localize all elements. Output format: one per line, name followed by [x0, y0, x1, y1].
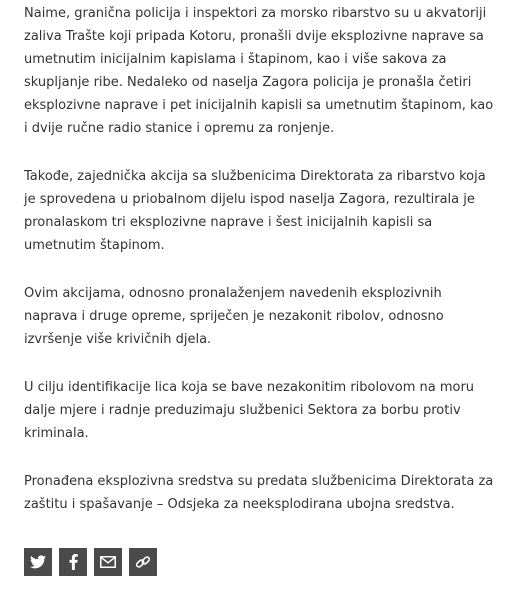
email-icon — [100, 556, 116, 568]
article-paragraph: Pronađena eksplozivna sredstva su predata službenicima Direktorata za zaštitu i spašavanje – Odsjeka za neeksplodirana ubojna sredstva. — [24, 474, 494, 512]
article-paragraph: Naime, granična policija i inspektori za morsko ribarstvo su u akvatoriji zaliva Trašte koji pripada Kotoru, pronašli dvije eksplozivne naprave sa umetnutim inicijalnim kapislama i štapinom, kao i više sakova za skupljanje ribe. Nedaleko od naselja Zagora policija je pronašla četiri eksplozivne naprave i pet inicijalnih kapisli sa umetnutim štapinom, kao i dvije ručne radio stanice i opremu za ronjenje. — [24, 6, 494, 136]
copy-link-button[interactable] — [129, 548, 157, 576]
facebook-icon — [69, 554, 78, 570]
twitter-icon — [30, 555, 46, 569]
twitter-share-button[interactable] — [24, 548, 52, 576]
article-paragraph: Takođe, zajednička akcija sa službenicima Direktorata za ribarstvo koja je sprovedena u priobalnom dijelu ispod naselja Zagora, rezultirala je pronalaskom tri eksplozivne naprave i šest inicijalnih kapisli sa umetnutim štapinom. — [24, 169, 486, 253]
article-paragraph: U cilju identifikacije lica koja se bave nezakonitim ribolovom na moru dalje mjere i radnje preduzimaju službenici Sektora za borbu protiv kriminala. — [24, 380, 475, 441]
link-icon — [135, 554, 151, 570]
facebook-share-button[interactable] — [59, 548, 87, 576]
email-share-button[interactable] — [94, 548, 122, 576]
article-body — [24, 2, 494, 516]
share-bar — [24, 548, 157, 576]
article-paragraph: Ovim akcijama, odnosno pronalaženjem navedenih eksplozivnih naprava i druge opreme, spriječen je nezakonit ribolov, odnosno izvršenje više krivičnih djela. — [24, 286, 444, 347]
